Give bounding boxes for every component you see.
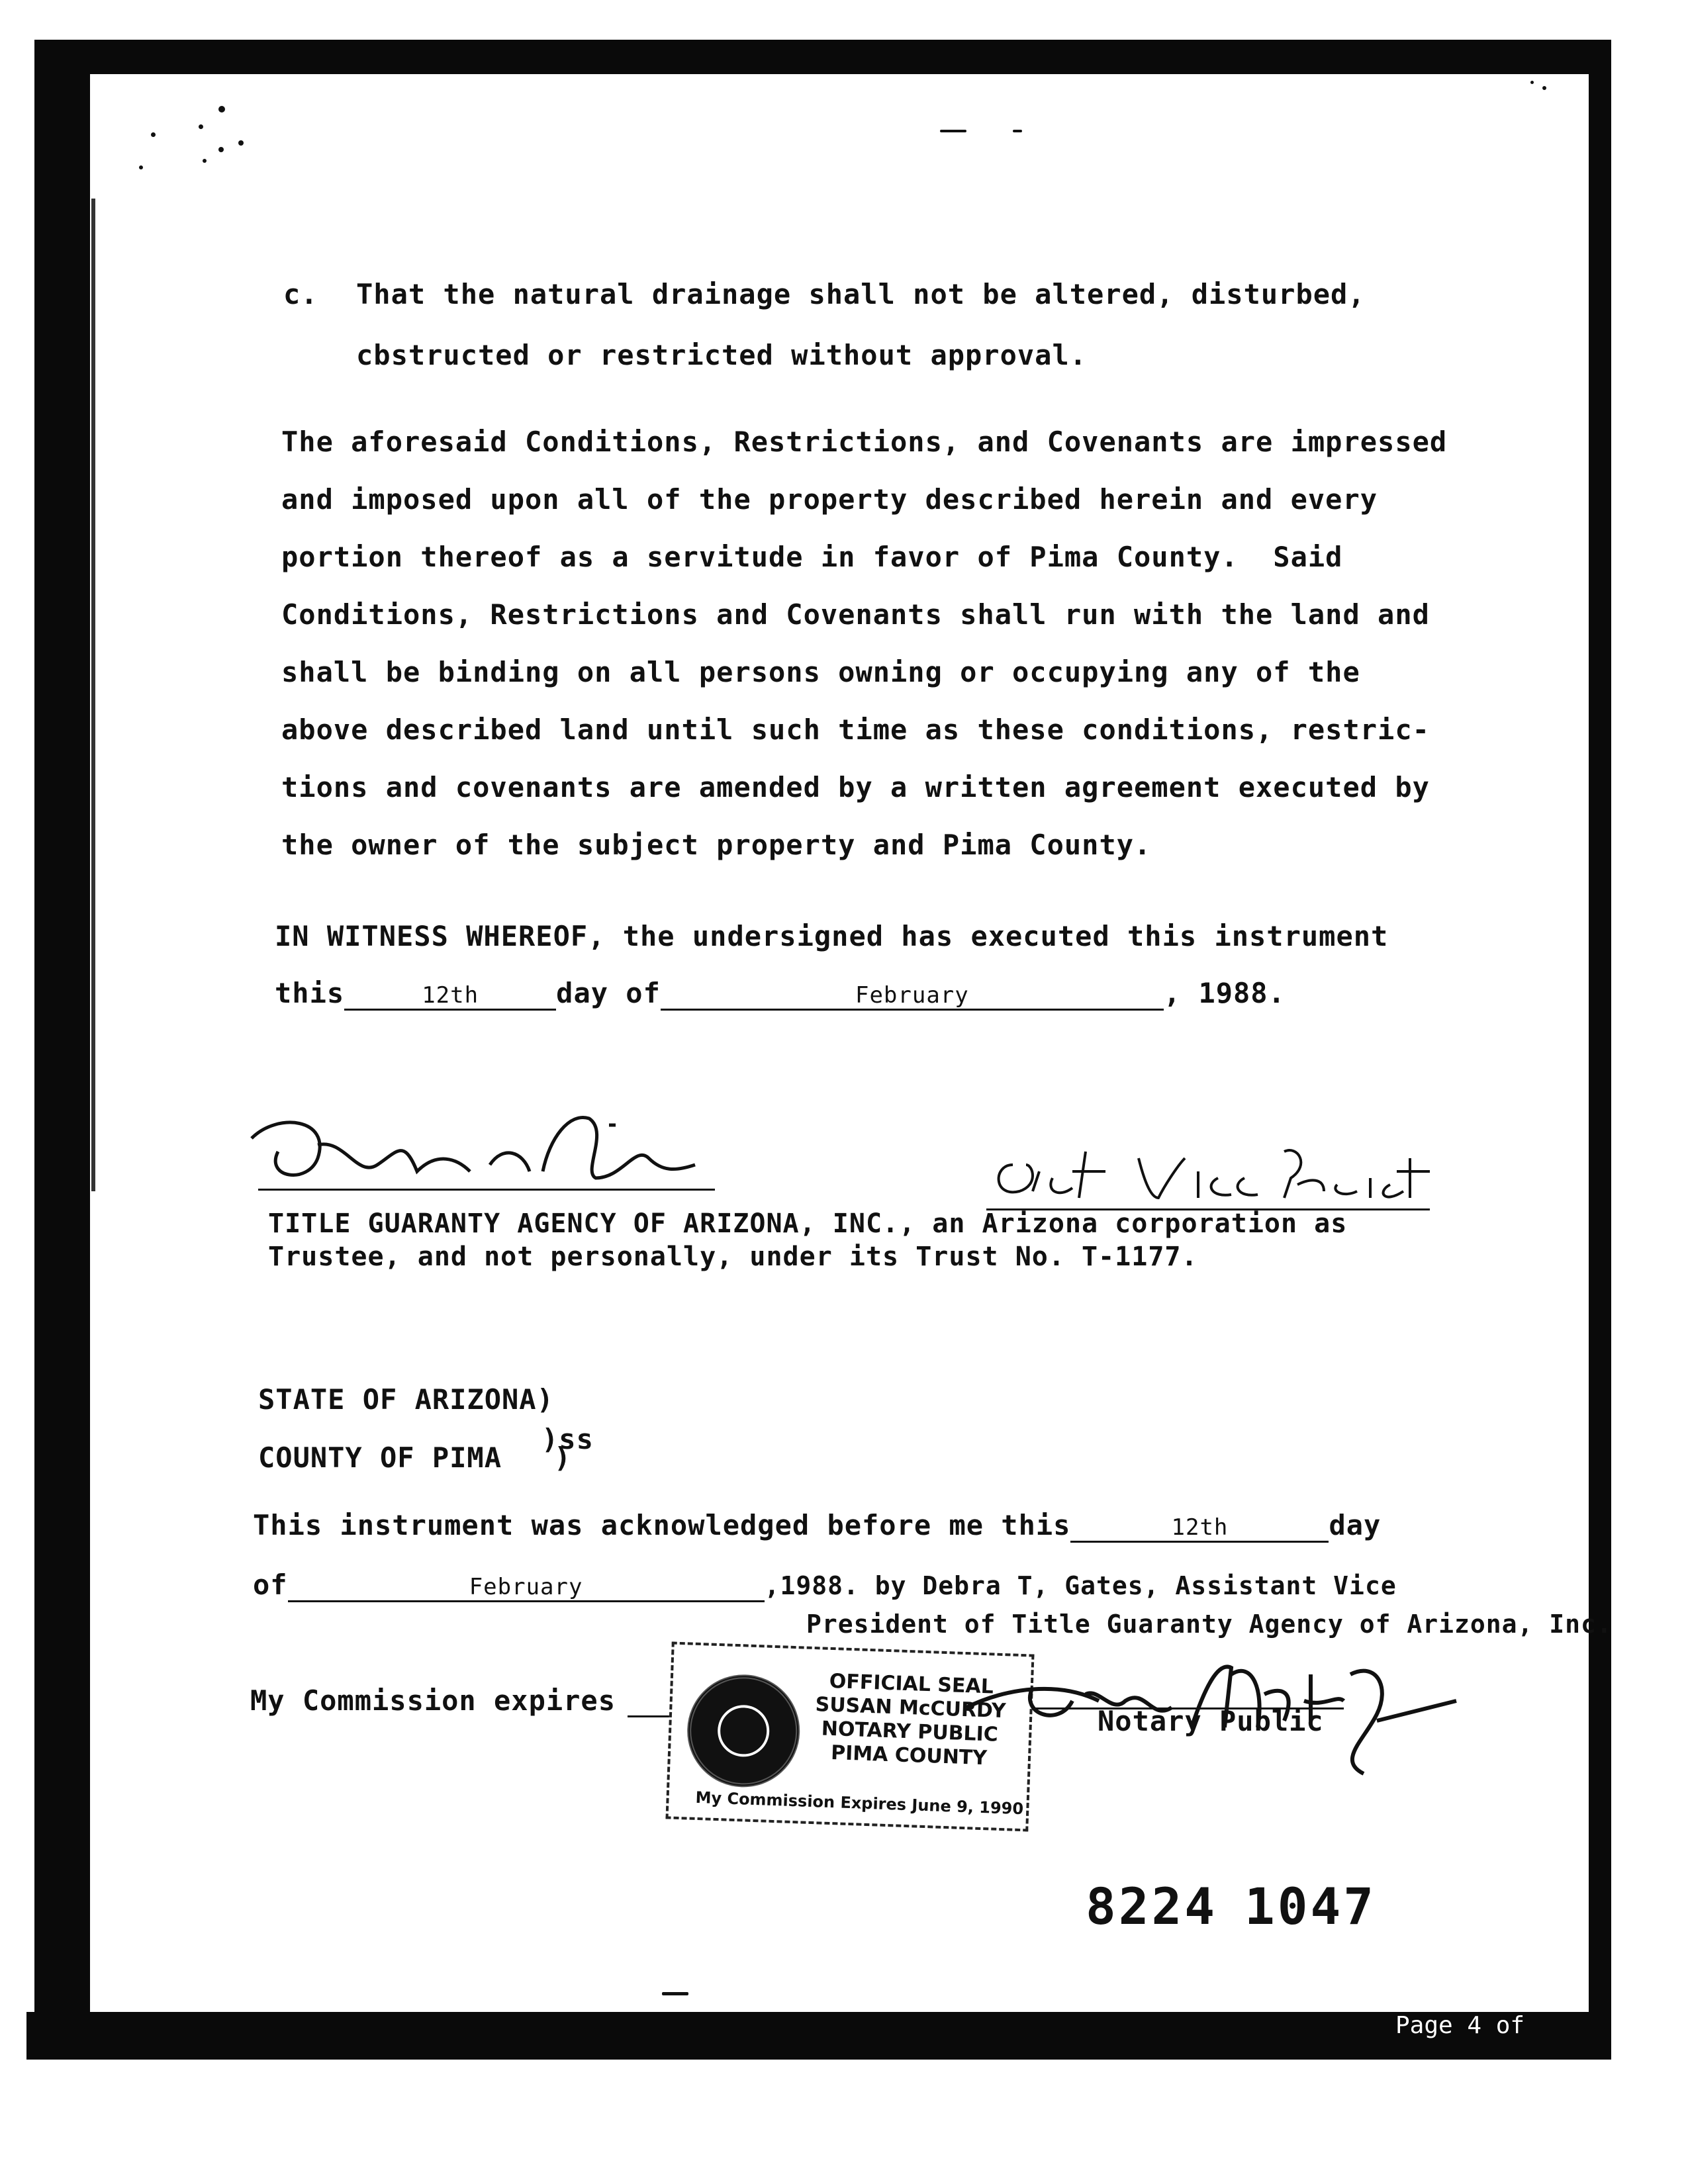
- paragraph-line: Conditions, Restrictions and Covenants shall run with the land and: [281, 598, 1430, 631]
- county-line: COUNTY OF PIMA ): [258, 1441, 572, 1474]
- year-text: , 1988.: [1163, 977, 1286, 1009]
- notary-signature: [953, 1648, 1483, 1780]
- ack-line-3: President of Title Guaranty Agency of Arizona, Inc.: [806, 1610, 1613, 1639]
- ack-month-field: February: [288, 1574, 765, 1602]
- company-line-1: TITLE GUARANTY AGENCY OF ARIZONA, INC., an Arizona corporation as: [268, 1208, 1348, 1239]
- witness-date-line: [275, 977, 1286, 1011]
- paragraph-line: above described land until such time as these conditions, restric-: [281, 713, 1430, 746]
- clause-c-line-2: cbstructed or restricted without approval.: [356, 339, 1088, 371]
- seal-emblem: [685, 1672, 802, 1789]
- scan-speck: [139, 165, 143, 169]
- scan-speck: [218, 147, 224, 152]
- acknowledgment-month-line: [253, 1569, 1397, 1602]
- scan-border-top: [34, 40, 1611, 74]
- paragraph-line: The aforesaid Conditions, Restrictions, and Covenants are impressed: [281, 426, 1448, 458]
- paragraph-line: portion thereof as a servitude in favor of Pima County. Said: [281, 541, 1343, 573]
- scan-speck: [662, 1992, 688, 1995]
- company-line-2: Trustee, and not personally, under its Trust No. T-1177.: [268, 1242, 1198, 1272]
- ack-day-field: 12th: [1070, 1514, 1329, 1543]
- month-field: February: [661, 982, 1164, 1011]
- paragraph-line: shall be binding on all persons owning or occupying any of the: [281, 656, 1360, 688]
- scan-border-right: [1589, 40, 1611, 2052]
- title-signature: [986, 1125, 1436, 1211]
- day-of-label: day of: [556, 977, 661, 1009]
- day-field: 12th: [344, 982, 556, 1011]
- page-of-fragment: Page 4 of: [1395, 2012, 1525, 2039]
- paragraph-line: tions and covenants are amended by a written agreement executed by: [281, 771, 1430, 803]
- page-crease: [91, 199, 95, 1191]
- witness-line: IN WITNESS WHEREOF, the undersigned has executed this instrument: [275, 920, 1389, 952]
- scan-speck: [1542, 86, 1546, 90]
- notary-public-label: Notary Public: [1098, 1705, 1324, 1737]
- state-line: STATE OF ARIZONA): [258, 1383, 554, 1416]
- scan-border-bottom: [26, 2012, 1611, 2060]
- scan-speck: [151, 132, 156, 137]
- scan-border-left: [34, 40, 90, 2055]
- this-label: this: [275, 977, 345, 1009]
- ack-day-label: day: [1329, 1509, 1382, 1541]
- scan-speck: [203, 159, 207, 163]
- signature-line-left: [258, 1189, 715, 1191]
- scan-speck: [1530, 81, 1534, 84]
- seal-line-4: PIMA COUNTY: [830, 1741, 988, 1770]
- scan-speck: [238, 140, 244, 146]
- ss-label: )ss: [541, 1423, 594, 1455]
- scan-speck: [940, 130, 966, 132]
- seal-line-5: My Commission Expires June 9, 1990: [695, 1788, 1024, 1819]
- seal-line-2: SUSAN McCURDY: [815, 1693, 1007, 1723]
- page-number: 1047: [1244, 1877, 1377, 1936]
- scan-speck: [199, 124, 203, 129]
- of-label: of: [253, 1569, 288, 1601]
- paragraph-line: the owner of the subject property and Pima County.: [281, 829, 1152, 861]
- clause-marker: c.: [283, 278, 318, 310]
- clause-c-line-1: That the natural drainage shall not be altered, disturbed,: [356, 278, 1366, 310]
- acknowledgment-line: [253, 1509, 1381, 1543]
- seal-line-1: OFFICIAL SEAL: [829, 1669, 994, 1699]
- seal-line-3: NOTARY PUBLIC: [821, 1717, 999, 1747]
- scan-speck: [1013, 130, 1022, 132]
- paragraph-line: and imposed upon all of the property described herein and every: [281, 483, 1378, 516]
- ack-text: This instrument was acknowledged before me this: [253, 1509, 1071, 1541]
- scan-speck: [218, 106, 225, 113]
- ack-year-by: ,1988. by Debra T, Gates, Assistant Vice: [764, 1571, 1397, 1600]
- docket-number: 8224: [1086, 1877, 1218, 1936]
- commission-label: My Commission expires: [250, 1684, 616, 1717]
